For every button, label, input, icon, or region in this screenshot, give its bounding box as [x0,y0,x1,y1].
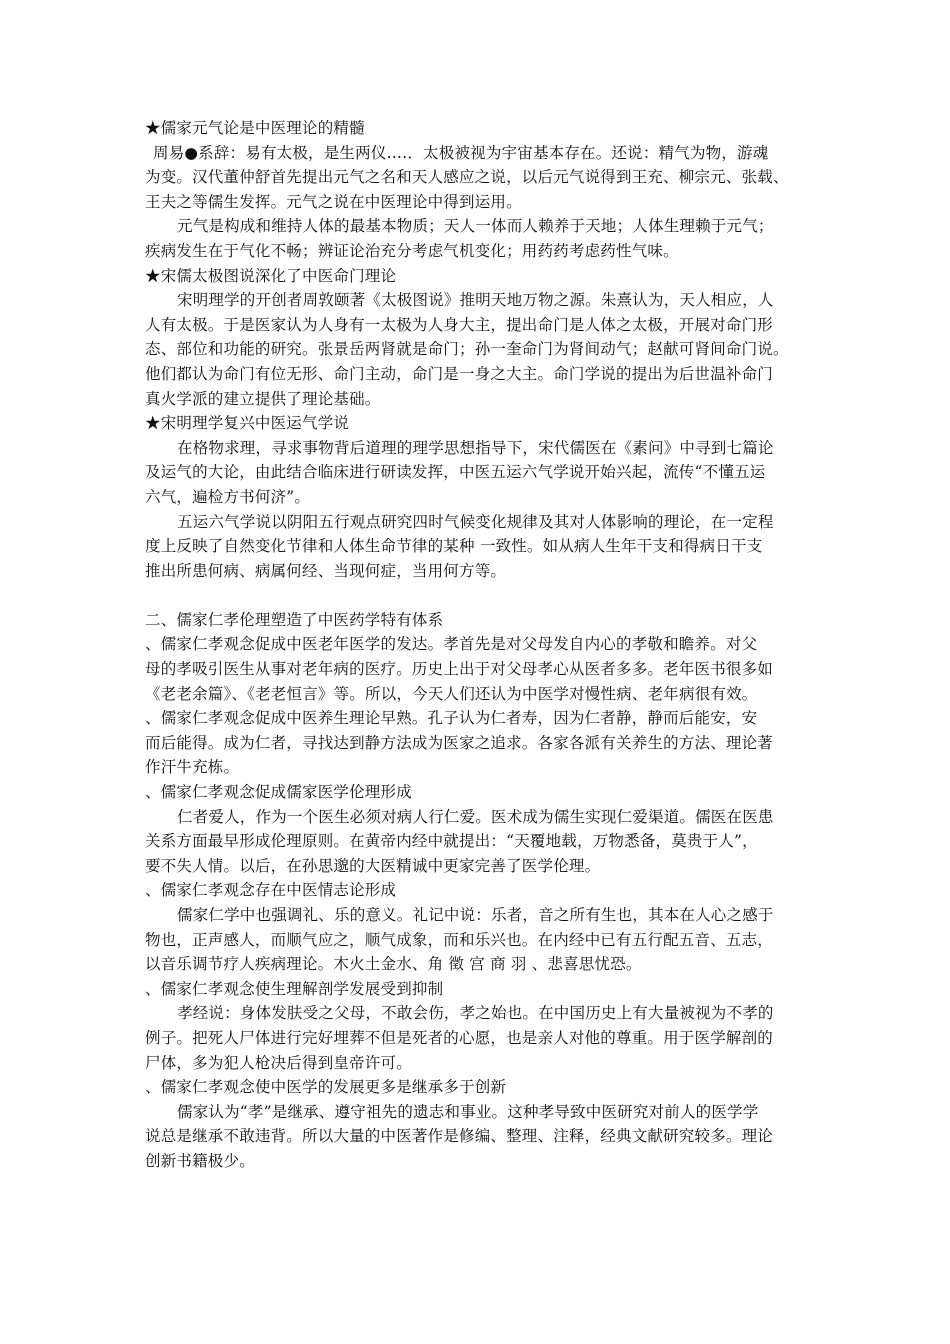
paragraph [145,239,815,264]
paragraph-line: 宋明理学的开创者周敦颐著《太极图说》推明天地万物之源。朱熹认为，天人相应，人 [177,291,774,310]
paragraph-line: 在格物求理，寻求事物背后道理的理学思想指导下，宋代儒医在《素问》中寻到七篇论 [177,438,774,457]
paragraph-line: 儒家仁学中也强调礼、乐的意义。礼记中说：乐者，音之所有生也，其本在人心之感于 [177,906,774,924]
paragraph-line: 及运气的大论，由此结合临床进行研读发挥，中医五运六气学说开始兴起，流传“不懂五运 [145,463,766,482]
section-heading: 、儒家仁孝观念使中医学的发展更多是继承多于创新 [145,1078,507,1097]
section-heading: ★宋儒太极图说深化了中医命门理论 [145,266,397,285]
paragraph-line: 六气，遍检方书何济”。 [145,487,311,506]
section-heading: 二、儒家仁孝伦理塑造了中医药学特有体系 [145,610,444,629]
paragraph-line: 关系方面最早形成伦理原则。在黄帝内经中就提出：“天覆地载，万物悉备，莫贵于人”， [145,832,758,851]
paragraph [145,141,815,215]
paragraph-line: 疾病发生在于气化不畅；辨证论治充分考虑气机变化；用药药考虑药性气味。 [145,241,679,260]
section [145,977,815,1075]
document-page [145,116,815,1174]
paragraph-line: 元气是构成和维持人体的最基本物质；天人一体而人赖养于天地；人体生理赖于元气； [177,217,774,236]
paragraph-line: 创新书籍极少。 [145,1151,255,1170]
section [145,583,815,608]
paragraph-line: 尸体，多为犯人枪决后得到皇帝许可。 [145,1053,412,1072]
paragraph-line: 态、部位和功能的研究。张景岳两肾就是命门；孙一奎命门为肾间动气；赵献可肾间命门说。 [145,340,789,359]
paragraph [145,1124,815,1173]
blank-line [145,583,815,608]
section [145,1075,815,1173]
section-heading: 、儒家仁孝观念存在中医情志论形成 [145,881,397,900]
section [145,878,815,976]
paragraph-line: 儒家认为“孝”是继承、遵守祖先的遗志和事业。这种孝导致中医研究对前人的医学学 [177,1102,759,1121]
paragraph-line: 推出所患何病、病属何经、当现何症，当用何方等。 [145,561,507,580]
paragraph [145,510,815,535]
paragraph [145,903,815,928]
section [145,608,815,780]
paragraph [145,214,815,239]
paragraph-line: 母的孝吸引医生从事对老年病的医疗。历史上出于对父母孝心从医者多多。老年医书很多如 [145,660,774,679]
paragraph [145,1001,815,1026]
paragraph-line: 例子。把死人尸体进行完好埋葬不但是死者的心愿，也是亲人对他的尊重。用于医学解剖的 [145,1028,774,1047]
paragraph-line: 人有太极。于是医家认为人身有一太极为人身大主，提出命门是人体之太极，开展对命门形 [145,315,774,334]
paragraph [145,460,815,509]
paragraph-line: 、儒家仁孝观念促成中医养生理论早熟。孔子认为仁者寿，因为仁者静，静而后能安，安 [145,709,758,728]
paragraph-line: 要不失人情。以后，在孙思邈的大医精诚中更家完善了医学伦理。 [145,856,601,875]
section [145,264,815,412]
paragraph-line: 度上反映了自然变化节律和人体生命节律的某种 一致性。如从病人生年干支和得病日干支 [145,537,763,556]
section [145,411,815,583]
section-heading: ★宋明理学复兴中医运气学说 [145,414,350,433]
paragraph-line: 孝经说：身体发肤受之父母，不敢会伤，孝之始也。在中国历史上有大量被视为不孝的 [177,1004,774,1023]
section-heading: ★儒家元气论是中医理论的精髓 [145,119,365,137]
paragraph [145,805,815,830]
paragraph [145,632,815,780]
paragraph [145,534,815,583]
paragraph-line: 《老老余篇》、《老老恒言》等。所以，今天人们还认为中医学对慢性病、老年病很有效。 [145,684,758,703]
paragraph-line: 物也，正声感人，而顺气应之，顺气成象，而和乐兴也。在内经中已有五行配五音、五志， [145,930,774,949]
paragraph-line: 作汗牛充栋。 [145,758,240,777]
section [145,780,815,878]
paragraph [145,288,815,313]
paragraph-line: 王夫之等儒生发挥。元气之说在中医理论中得到运用。 [145,192,522,211]
paragraph-line: 他们都认为命门有位无形、命门主动，命门是一身之大主。命门学说的提出为后世温补命门 [145,364,774,383]
paragraph-line: 说总是继承不敢违背。所以大量的中医著作是修编、整理、注释，经典文献研究较多。理论 [145,1127,774,1146]
paragraph [145,313,815,411]
section [145,116,815,264]
paragraph [145,436,815,461]
paragraph-line: 真火学派的建立提供了理论基础。 [145,389,381,408]
paragraph-line: 、儒家仁孝观念促成中医老年医学的发达。孝首先是对父母发自内心的孝敬和瞻养。对父 [145,635,758,654]
paragraph-line: 周易●系辞：易有太极，是生两仪….．太极被视为宇宙基本存在。还说：精气为物，游魂 [153,143,769,162]
section-heading: 、儒家仁孝观念使生理解剖学发展受到抑制 [145,979,444,998]
paragraph [145,1100,815,1125]
paragraph [145,829,815,878]
paragraph-line: 以音乐调节疗人疾病理论。木火土金水、角 徵 宫 商 羽 、悲喜思忧恐。 [145,955,642,974]
paragraph-line: 五运六气学说以阴阳五行观点研究四时气候变化规律及其对人体影响的理论，在一定程 [177,512,774,531]
paragraph-line: 而后能得。成为仁者，寻找达到静方法成为医家之追求。各家各派有关养生的方法、理论著 [145,733,774,752]
paragraph-line: 仁者爱人，作为一个医生必须对病人行仁爱。医术成为儒生实现仁爱渠道。儒医在医患 [177,807,774,826]
section-heading: 、儒家仁孝观念促成儒家医学伦理形成 [145,783,412,802]
paragraph [145,928,815,977]
paragraph-line: 为变。汉代董仲舒首先提出元气之名和天人感应之说，以后元气说得到王充、柳宗元、张载、 [145,168,789,187]
paragraph [145,1026,815,1075]
